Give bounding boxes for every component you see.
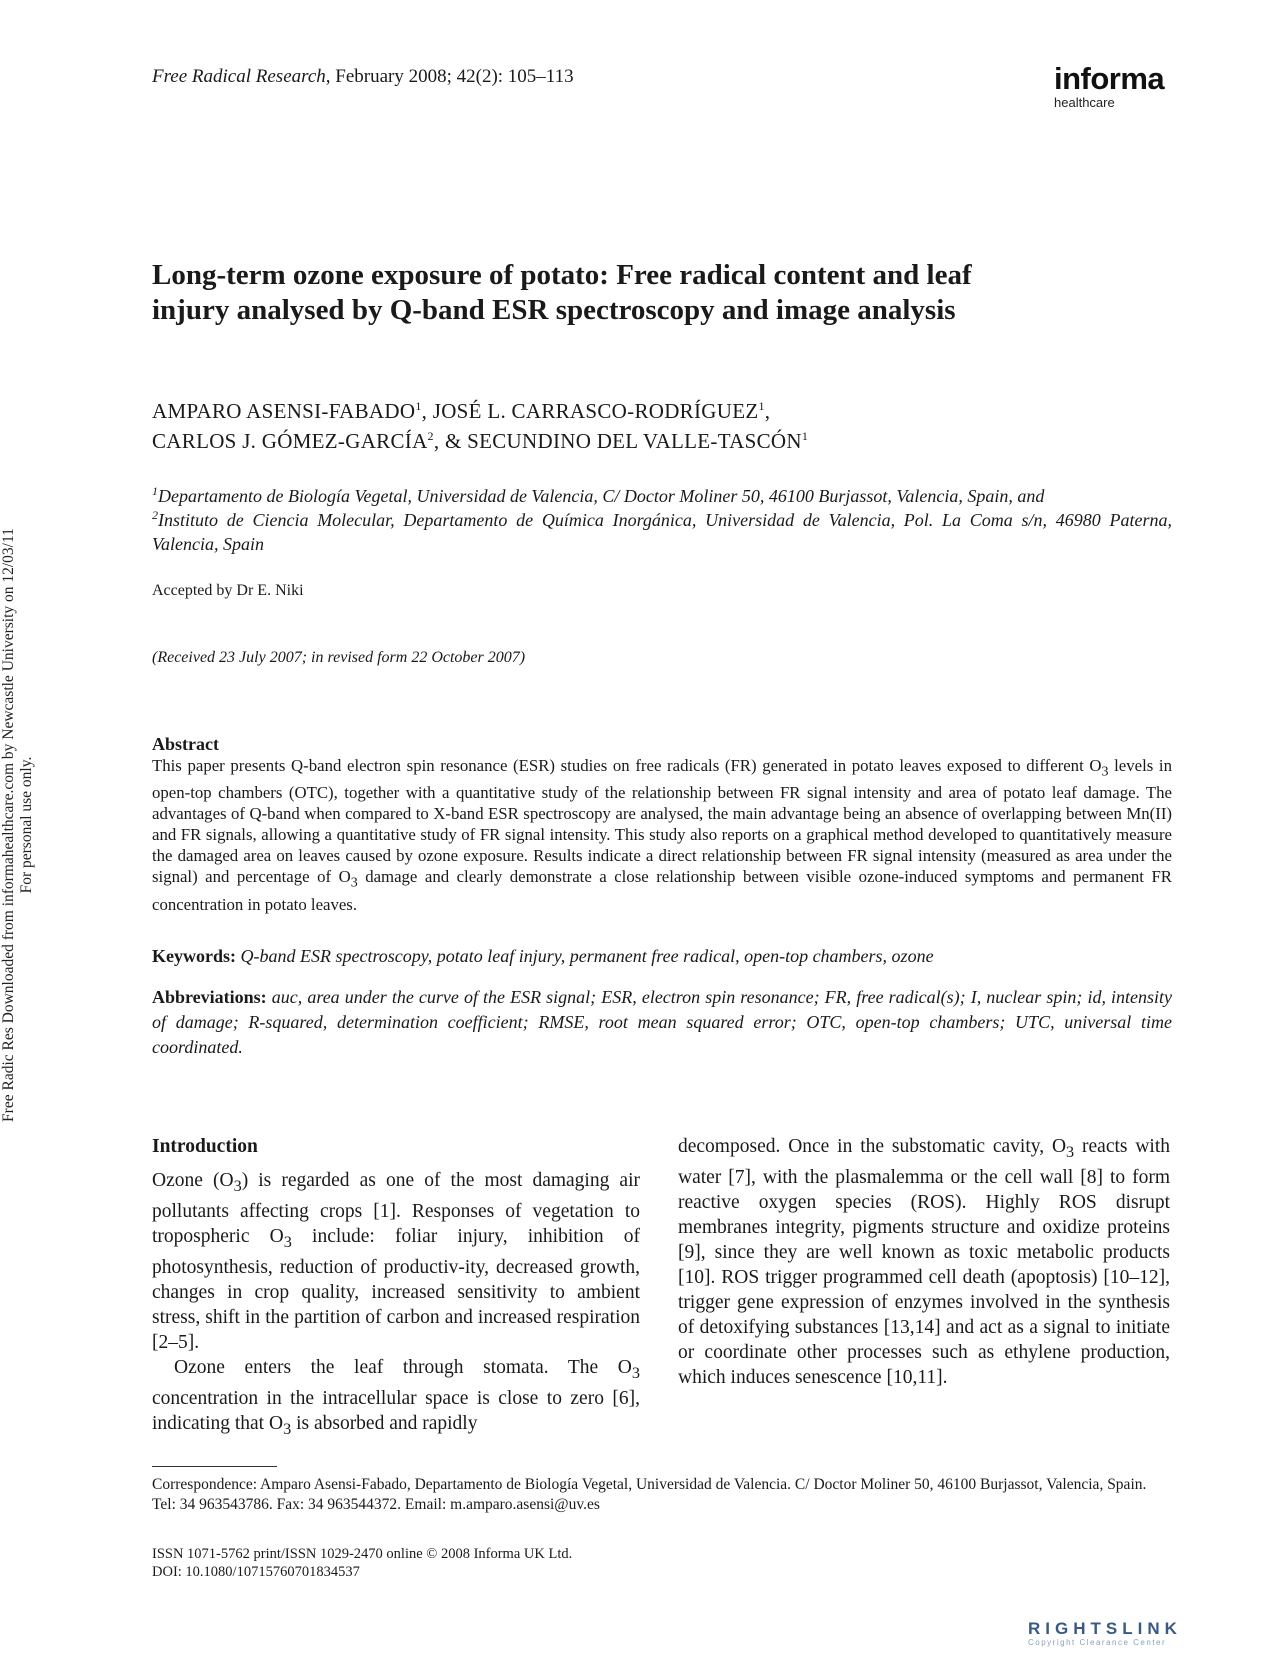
issn-line: ISSN 1071-5762 print/ISSN 1029-2470 online © 2008 Informa UK Ltd. — [152, 1546, 573, 1562]
rightslink-main-text: RIGHTSLINK — [1028, 1619, 1182, 1638]
journal-name: Free Radical Research — [152, 66, 326, 87]
affiliation-2-marker: 2 — [152, 508, 158, 522]
intro-p2-a: Ozone enters the leaf through stomata. The O — [174, 1356, 632, 1378]
author-1: AMPARO ASENSI-FABADO — [152, 399, 416, 423]
footnote-rule — [152, 1466, 277, 1467]
side-note-line-1: Free Radic Res Downloaded from informahealthcare.com by Newcastle University on 12/03/11 — [0, 528, 17, 1122]
intro-p1-sub1: 3 — [233, 1176, 242, 1195]
logo-sub-text: healthcare — [1054, 95, 1115, 110]
abstract-body — [152, 755, 1172, 915]
title-line-1: Long-term ozone exposure of potato: Free radical content and leaf — [152, 259, 972, 291]
issn-block — [152, 1545, 852, 1581]
author-4-affil: 1 — [801, 429, 809, 443]
author-3: CARLOS J. GÓMEZ-GARCÍA — [152, 429, 428, 453]
intro-p2-b: concentration in the intracellular space is close to zero [6], indicating that O — [152, 1387, 640, 1434]
abstract-text-3: damage and clearly demonstrate a close relationship between visible ozone-induced symptoms and permanent FR concentration in potato leaves. — [152, 867, 1172, 914]
intro-left-column — [152, 1134, 640, 1442]
author-line-1 — [152, 396, 1172, 426]
affiliation-2-text: Instituto de Ciencia Molecular, Departamento de Química Inorgánica, Universidad de Valencia, Pol. La Coma s/n, 46980 Paterna, Valencia, Spain — [152, 510, 1172, 554]
author-line-2 — [152, 426, 1172, 456]
received-dates: (Received 23 July 2007; in revised form 22 October 2007) — [152, 649, 526, 666]
logo-main-text: informa — [1054, 61, 1165, 96]
author-2-affil: 1 — [758, 399, 765, 413]
intro-paragraph-2 — [152, 1355, 640, 1442]
affiliation-1-text: Departamento de Biología Vegetal, Universidad de Valencia, C/ Doctor Moliner 50, 46100 Burjassot, Valencia, Spain, and — [158, 486, 1045, 506]
intro-paragraph-3 — [678, 1134, 1170, 1390]
accepted-by: Accepted by Dr E. Niki — [152, 582, 304, 599]
side-note-line-2: For personal use only. — [18, 756, 35, 894]
keywords-label: Keywords: — [152, 946, 236, 966]
intro-r-sub: 3 — [1066, 1142, 1075, 1161]
intro-p2-sub2: 3 — [283, 1419, 292, 1438]
intro-p1-a: Ozone (O — [152, 1170, 234, 1191]
keywords — [152, 944, 1172, 968]
paper-title — [152, 258, 1172, 328]
intro-p1-b: ) is regarded as one of the most damaging air pollutants affecting crops [1]. Responses of vegetation to tropospheric O — [152, 1170, 641, 1247]
intro-p2-sub1: 3 — [631, 1363, 640, 1382]
intro-p1-c: include: foliar injury, inhibition of photosynthesis, reduction of productiv-ity, decreased growth, changes in crop quality, increased sensitivity to ambient stress, shift in the partition of carbon and increased respiration [2–5]. — [152, 1225, 641, 1353]
title-line-2: injury analysed by Q-band ESR spectroscopy and image analysis — [152, 294, 956, 326]
author-4: , & SECUNDINO DEL VALLE-TASCÓN — [433, 429, 802, 453]
introduction-heading: Introduction — [152, 1136, 258, 1157]
abstract-sub-2: 3 — [350, 875, 358, 891]
author-line-end: , — [764, 399, 771, 423]
informa-logo — [1054, 62, 1184, 110]
affiliation-1-marker: 1 — [152, 484, 158, 498]
affiliations — [152, 484, 1172, 556]
rightslink-sub-text: Copyright Clearance Center — [1028, 1638, 1167, 1647]
abstract-text-1: This paper presents Q-band electron spin resonance (ESR) studies on free radicals (FR) generated in potato leaves exposed to different O — [152, 756, 1102, 775]
author-3-affil: 2 — [427, 429, 434, 443]
author-list — [152, 396, 1172, 456]
intro-r-a: decomposed. Once in the substomatic cavity, O — [678, 1136, 1067, 1157]
abstract-heading: Abstract — [152, 734, 219, 754]
intro-p1-sub2: 3 — [283, 1232, 292, 1251]
abbreviations-text: auc, area under the curve of the ESR signal; ESR, electron spin resonance; FR, free radical(s); I, nuclear spin; id, intensity of damage; R-squared, determination coefficient; RMSE, root mean squared error; OTC, open-top chambers; UTC, universal time coordinated. — [152, 987, 1173, 1057]
abstract-text-2: levels in open-top chambers (OTC), together with a quantitative study of the relationship between FR signal intensity and area of potato leaf damage. The advantages of Q-band when compared to X-band ESR spectroscopy are analysed, the main advantage being an absence of overlapping between Mn(II) and FR signals, allowing a quantitative study of FR signal intensity. This study also reports on a graphical method developed to quantitatively measure the damaged area on leaves caused by ozone exposure. Results indicate a direct relationship between FR signal intensity (measured as area under the signal) and percentage of O — [152, 756, 1172, 887]
intro-p2-c: is absorbed and rapidly — [291, 1412, 478, 1434]
abbreviations-label: Abbreviations: — [152, 987, 267, 1007]
rightslink-logo — [1028, 1620, 1268, 1647]
journal-details: , February 2008; 42(2): 105–113 — [325, 66, 574, 87]
intro-right-column — [678, 1134, 1170, 1390]
journal-citation — [152, 66, 574, 88]
abbreviations — [152, 985, 1172, 1060]
affiliation-2 — [152, 508, 1172, 556]
intro-paragraph-1 — [152, 1168, 640, 1355]
intro-r-b: reacts with water [7], with the plasmalemma or the cell wall [8] to form reactive oxygen species (ROS). Highly ROS disrupt membranes integrity, pigments structure and oxidize proteins [9], since they are well known as toxic metabolic products [10]. ROS trigger programmed cell death (apoptosis) [10–12], trigger gene expression of enzymes involved in the synthesis of detoxifying substances [13,14] and act as a signal to initiate or coordinate other processes such as ethylene production, which induces senescence [10,11]. — [678, 1136, 1170, 1388]
download-side-note — [0, 495, 36, 1155]
author-2: , JOSÉ L. CARRASCO-RODRÍGUEZ — [421, 399, 759, 423]
author-1-affil: 1 — [415, 399, 422, 413]
affiliation-1 — [152, 484, 1172, 508]
keywords-text: Q-band ESR spectroscopy, potato leaf injury, permanent free radical, open-top chambers, ozone — [240, 946, 934, 966]
abstract-sub-1: 3 — [1101, 764, 1109, 780]
correspondence-note: Correspondence: Amparo Asensi-Fabado, Departamento de Biología Vegetal, Universidad de Valencia. C/ Doctor Moliner 50, 46100 Burjassot, Valencia, Spain. Tel: 34 963543786. Fax: 34 963544372. Email: m.amparo.asensi@uv.es — [152, 1476, 1147, 1513]
doi-line: DOI: 10.1080/10715760701834537 — [152, 1564, 360, 1580]
